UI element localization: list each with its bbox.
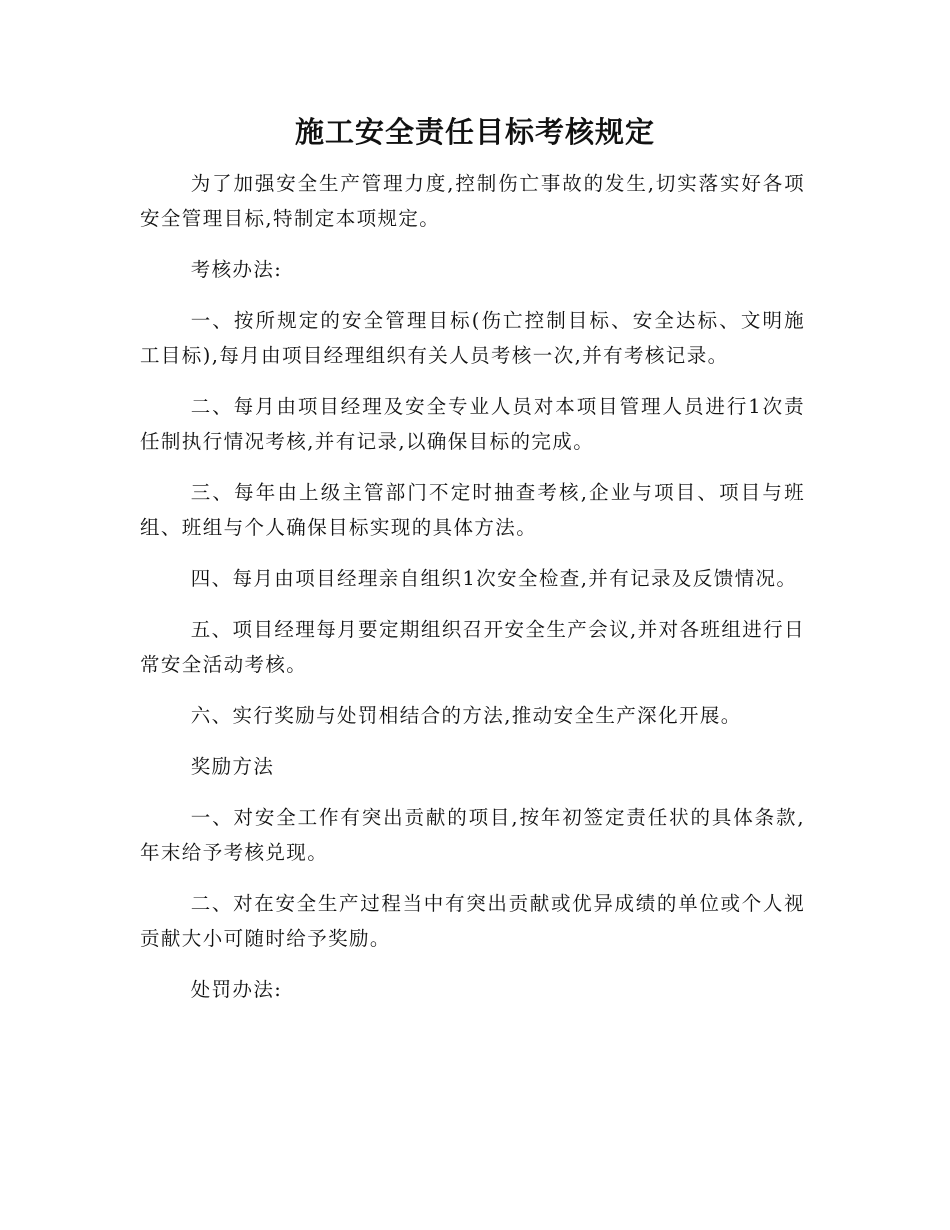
assessment-item-6: 六、实行奖励与处罚相结合的方法,推动安全生产深化开展。 (190, 704, 742, 727)
assessment-item-4: 四、每月由项目经理亲自组织1次安全检查,并有记录及反馈情况。 (190, 567, 798, 590)
section-heading-penalties: 处罚办法: (190, 978, 283, 1001)
section-heading-rewards: 奖励方法 (190, 755, 275, 778)
reward-item-1: 一、对安全工作有突出贡献的项目,按年初签定责任状的具体条款,年末给予考核兑现。 (140, 806, 805, 864)
reward-item-2: 二、对在安全生产过程当中有突出贡献或优异成绩的单位或个人视贡献大小可随时给予奖励。 (140, 892, 805, 950)
section-heading-assessment: 考核办法: (190, 258, 283, 281)
assessment-item-2: 二、每月由项目经理及安全专业人员对本项目管理人员进行1次责任制执行情况考核,并有记录,以确保目标的完成。 (140, 395, 805, 453)
assessment-item-3: 三、每年由上级主管部门不定时抽查考核,企业与项目、项目与班组、班组与个人确保目标实现的具体方法。 (140, 481, 805, 539)
assessment-item-1: 一、按所规定的安全管理目标(伤亡控制目标、安全达标、文明施工目标),每月由项目经理组织有关人员考核一次,并有考核记录。 (140, 309, 805, 367)
document-body (140, 166, 805, 1023)
assessment-item-5: 五、项目经理每月要定期组织召开安全生产会议,并对各班组进行日常安全活动考核。 (140, 618, 805, 676)
intro-paragraph: 为了加强安全生产管理力度,控制伤亡事故的发生,切实落实好各项安全管理目标,特制定本项规定。 (140, 172, 805, 230)
document-title: 施工安全责任目标考核规定 (294, 115, 655, 149)
